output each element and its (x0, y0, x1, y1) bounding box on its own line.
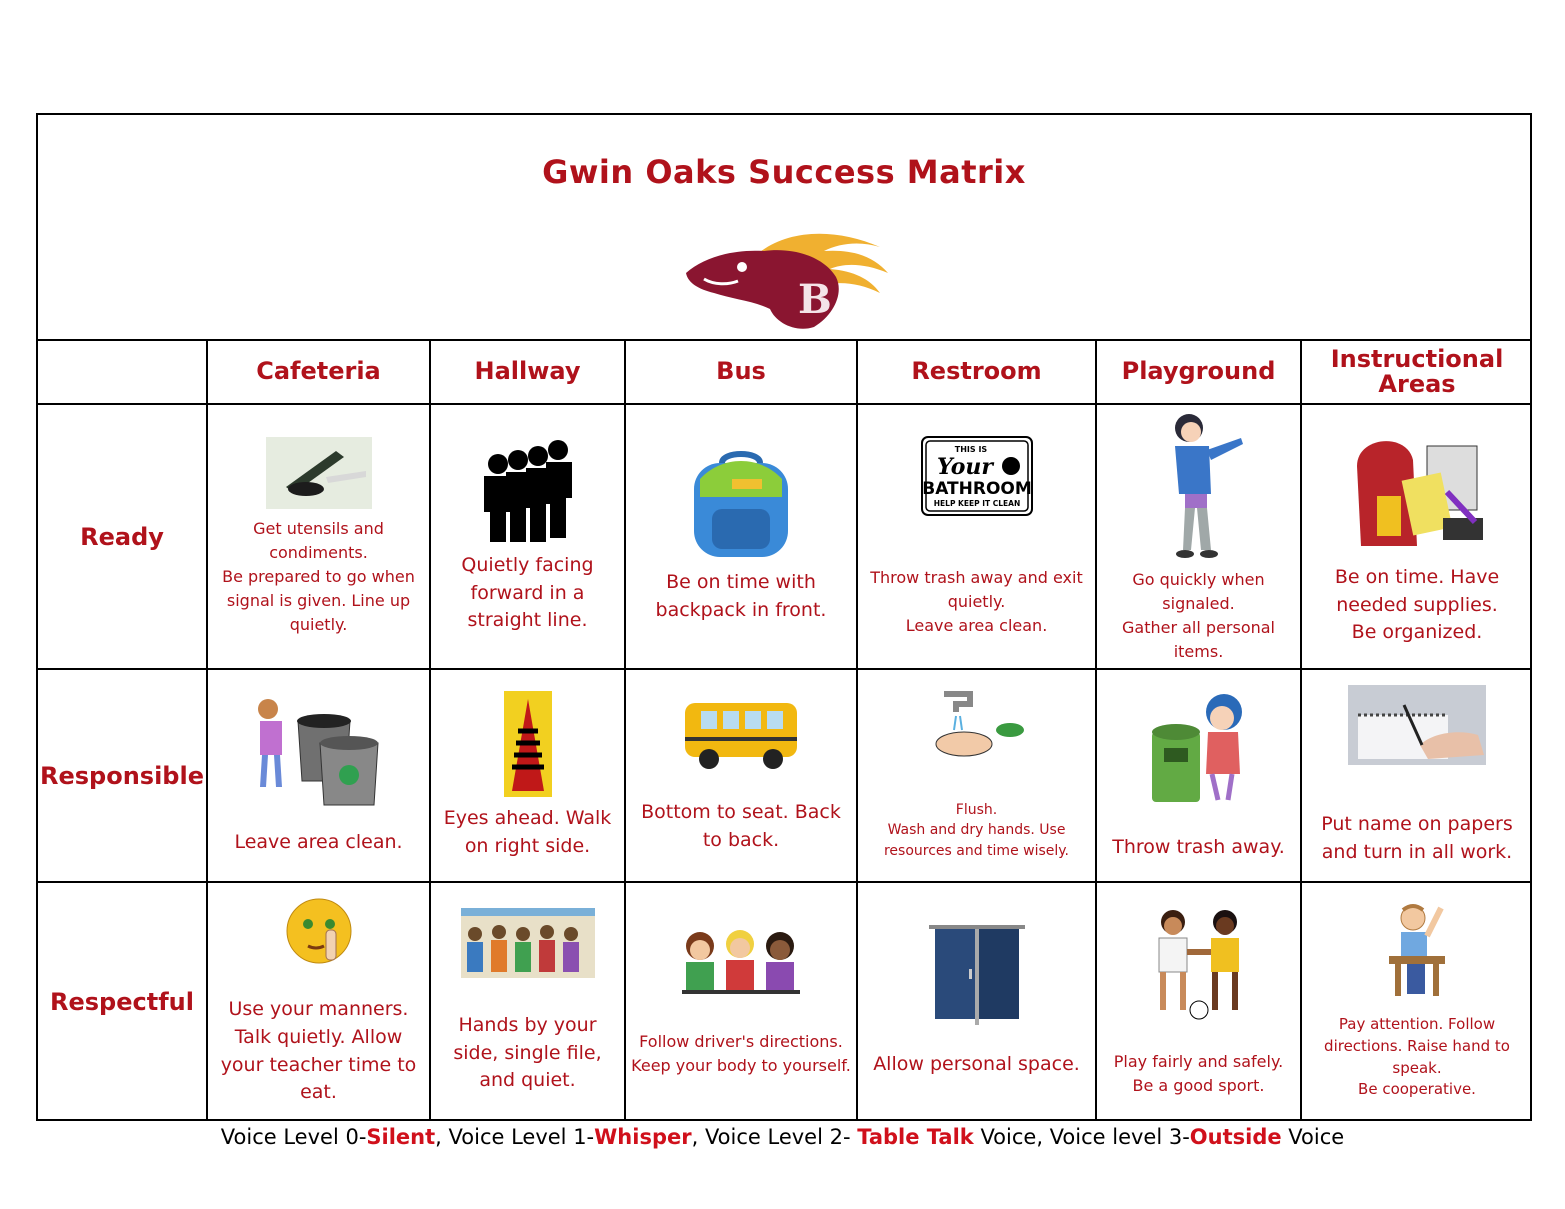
cell-ready-playground (1096, 404, 1301, 669)
row-respectful (38, 882, 1532, 1120)
trash-cans-icon (252, 695, 386, 813)
column-header-cafeteria: Cafeteria (207, 340, 430, 404)
voice-level-3-prefix: Voice, Voice level 3- (973, 1125, 1190, 1149)
cell-text: Follow driver's directions. Keep your body to yourself. (631, 1031, 851, 1075)
cell-responsible-hallway (430, 669, 625, 882)
page-title: Gwin Oaks Success Matrix (542, 153, 1026, 191)
hand-washing-icon (924, 690, 1030, 760)
cell-text: Use your manners. Talk quietly. Allow your teacher time to eat. (220, 998, 417, 1104)
cell-ready-cafeteria (207, 404, 430, 669)
cell-responsible-restroom (857, 669, 1096, 882)
child-walking-icon (1151, 410, 1247, 560)
cell-responsible-playground (1096, 669, 1301, 882)
cell-ready-hallway (430, 404, 625, 669)
cell-text: Flush. Wash and dry hands. Use resources and time wisely. (883, 802, 1070, 859)
writing-hand-icon (1348, 685, 1486, 765)
cell-text: Leave area clean. (234, 830, 403, 853)
quiet-smiley-icon (284, 896, 354, 966)
cell-text: Get utensils and condiments. Be prepared to go when signal is given. Line up quietly. (222, 518, 415, 634)
keep-right-sign-icon (504, 691, 552, 797)
sign-line: BATHROOM (921, 478, 1032, 499)
cell-ready-restroom (857, 404, 1096, 669)
cell-text: Throw trash away. (1112, 835, 1285, 858)
voice-level-2-name: Table Talk (857, 1125, 974, 1149)
cell-respectful-cafeteria (207, 882, 430, 1120)
voice-level-legend (0, 1125, 1565, 1149)
column-header-instructional-areas: Instructional Areas (1301, 340, 1532, 404)
cell-respectful-instructional-areas (1301, 882, 1532, 1120)
cell-ready-instructional-areas (1301, 404, 1532, 669)
sign-line: THIS IS (954, 444, 987, 454)
cell-text: Play fairly and safely. Be a good sport. (1113, 1051, 1284, 1095)
row-header-respectful: Respectful (38, 882, 207, 1120)
row-ready (38, 404, 1532, 669)
voice-level-3-name: Outside (1189, 1125, 1282, 1149)
school-bus-icon (681, 697, 801, 773)
line-of-people-icon (476, 438, 580, 544)
cell-responsible-bus (625, 669, 857, 882)
kids-seated-icon (678, 926, 804, 1008)
school-supplies-icon (1347, 426, 1487, 556)
cell-ready-bus (625, 404, 857, 669)
cell-text: Allow personal space. (873, 1052, 1080, 1075)
cell-respectful-restroom (857, 882, 1096, 1120)
corner-cell (38, 340, 207, 404)
sign-line: HELP KEEP IT CLEAN (933, 498, 1020, 508)
cell-text: Hands by your side, single file, and quiet. (453, 1014, 602, 1092)
column-header-hallway: Hallway (430, 340, 625, 404)
row-header-responsible: Responsible (38, 669, 207, 882)
child-trash-bin-icon (1148, 690, 1250, 806)
cell-text: Be on time. Have needed supplies. Be organized. (1334, 566, 1500, 644)
bathroom-sign-icon (921, 436, 1033, 516)
matrix-table (38, 339, 1532, 1120)
cell-respectful-bus (625, 882, 857, 1120)
cell-text: Throw trash away and exit quietly. Leave area clean. (870, 567, 1083, 635)
column-header-row (38, 340, 1532, 404)
logo-letter: B (798, 276, 832, 323)
cell-text: Quietly facing forward in a straight line. (461, 554, 594, 632)
cell-text: Go quickly when signaled. Gather all personal items. (1122, 569, 1275, 661)
bronco-horse-logo-icon (684, 227, 890, 331)
cell-responsible-instructional-areas (1301, 669, 1532, 882)
voice-level-0-prefix: Voice Level 0- (220, 1125, 367, 1149)
cell-responsible-cafeteria (207, 669, 430, 882)
voice-level-1-prefix: , Voice Level 1- (435, 1125, 595, 1149)
success-matrix (36, 113, 1532, 1121)
student-raising-hand-icon (1387, 902, 1447, 998)
cell-text: Eyes ahead. Walk on right side. (443, 806, 612, 857)
row-header-ready: Ready (38, 404, 207, 669)
voice-level-suffix: Voice (1281, 1125, 1345, 1149)
cell-text: Put name on papers and turn in all work. (1321, 812, 1513, 863)
backpack-icon (682, 449, 800, 561)
matrix-header (38, 115, 1530, 341)
cell-text: Be on time with backpack in front. (655, 570, 827, 621)
column-header-restroom: Restroom (857, 340, 1096, 404)
sign-line: Your (936, 453, 993, 480)
cell-respectful-hallway (430, 882, 625, 1120)
cell-text: Pay attention. Follow directions. Raise hand to speak. Be cooperative. (1324, 1015, 1510, 1099)
bathroom-stall-icon (929, 925, 1025, 1025)
kids-handshake-icon (1147, 906, 1251, 1022)
voice-level-2-prefix: , Voice Level 2- (691, 1125, 858, 1149)
column-header-bus: Bus (625, 340, 857, 404)
voice-level-1-name: Whisper (594, 1125, 692, 1149)
students-in-line-icon (461, 908, 595, 978)
column-header-playground: Playground (1096, 340, 1301, 404)
row-responsible (38, 669, 1532, 882)
voice-level-0-name: Silent (366, 1125, 436, 1149)
utensils-icon (266, 437, 372, 509)
cell-respectful-playground (1096, 882, 1301, 1120)
cell-text: Bottom to seat. Back to back. (641, 800, 841, 851)
